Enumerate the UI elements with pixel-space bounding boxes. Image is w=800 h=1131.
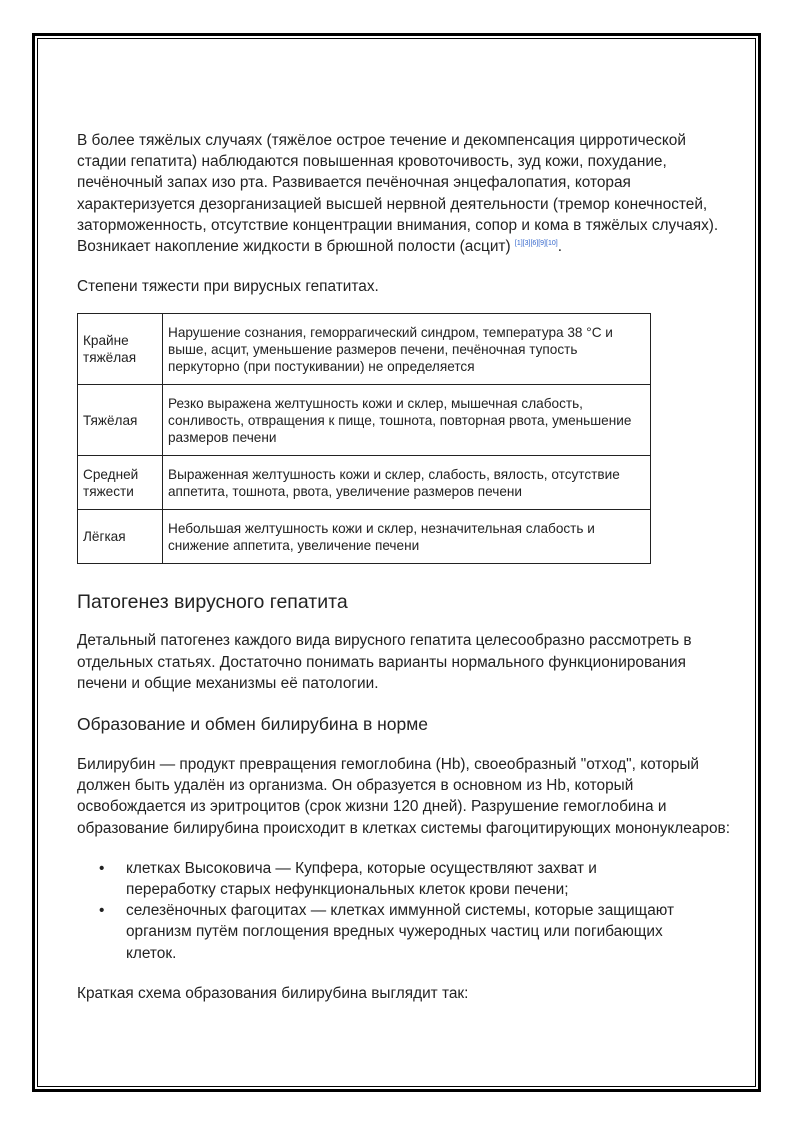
table-row	[78, 314, 651, 385]
list-item	[77, 858, 677, 900]
severity-level: Крайне тяжёлая	[78, 314, 163, 385]
final-paragraph: Краткая схема образования билирубина выглядит так:	[77, 984, 469, 1002]
intro-text: В более тяжёлых случаях (тяжёлое острое течение и декомпенсация цирротической стадии гепатита) наблюдаются повышенная кровоточивость, зуд кожи, похудание, печёночный запах изо рта. Развивается печёночная энцефалопатия, которая характеризуется дезорганизацией высшей нервной деятельности (тремор конечностей, заторможенность, отсутствие концентрации внимания, сопор и кома в тяжёлых случаях). Возникает накопление жидкости в брюшной полости (асцит)	[77, 132, 719, 256]
list-item-text: клетках Высоковича — Купфера, которые осуществляют захват и переработку старых нефункциональных клеток крови печени;	[126, 859, 597, 899]
intro-paragraph	[77, 130, 723, 257]
bullet-icon: •	[99, 902, 105, 920]
list-item	[77, 900, 677, 964]
list-item-text: селезёночных фагоцитах — клетках иммунной системы, которые защищают организм путём поглощения вредных чужеродных частиц или погибающих клеток.	[126, 902, 675, 962]
table-row	[78, 456, 651, 510]
severity-description: Нарушение сознания, геморрагический синдром, температура 38 °С и выше, асцит, уменьшение размеров печени, печёночная тупость перкуторно (при постукивании) не определяется	[163, 314, 651, 385]
reference-links[interactable]: [1][3][6][9][10]	[514, 239, 558, 247]
table-caption: Степени тяжести при вирусных гепатитах.	[77, 278, 379, 296]
table-row	[78, 510, 651, 564]
section-heading: Патогенез вирусного гепатита	[77, 591, 348, 614]
severity-level: Лёгкая	[78, 510, 163, 564]
phagocyte-list	[77, 858, 677, 964]
subsection-heading: Образование и обмен билирубина в норме	[77, 714, 429, 735]
bullet-icon: •	[99, 859, 105, 877]
bilirubin-paragraph: Билирубин — продукт превращения гемоглобина (Hb), своеобразный "отход", который должен быть удалён из организма. Он образуется в основном из Hb, который освобождается из эритроцитов (срок жизни 120 дней). Разрушение гемоглобина и образование билирубина происходит в клетках системы фагоцитирующих мононуклеаров:	[77, 756, 730, 837]
document-content	[77, 130, 732, 1004]
severity-description: Резко выражена желтушность кожи и склер, мышечная слабость, сонливость, отвращения к пище, тошнота, повторная рвота, уменьшение размеров печени	[163, 385, 651, 456]
pathogenesis-paragraph: Детальный патогенез каждого вида вирусного гепатита целесообразно рассмотреть в отдельных статьях. Достаточно понимать варианты нормального функционирования печени и общие механизмы её патологии.	[77, 632, 692, 692]
severity-table	[77, 313, 651, 564]
severity-level: Средней тяжести	[78, 456, 163, 510]
severity-description: Выраженная желтушность кожи и склер, слабость, вялость, отсутствие аппетита, тошнота, рвота, увеличение размеров печени	[163, 456, 651, 510]
severity-level: Тяжёлая	[78, 385, 163, 456]
intro-end: .	[557, 238, 562, 256]
severity-description: Небольшая желтушность кожи и склер, незначительная слабость и снижение аппетита, увеличение печени	[163, 510, 651, 564]
table-row	[78, 385, 651, 456]
